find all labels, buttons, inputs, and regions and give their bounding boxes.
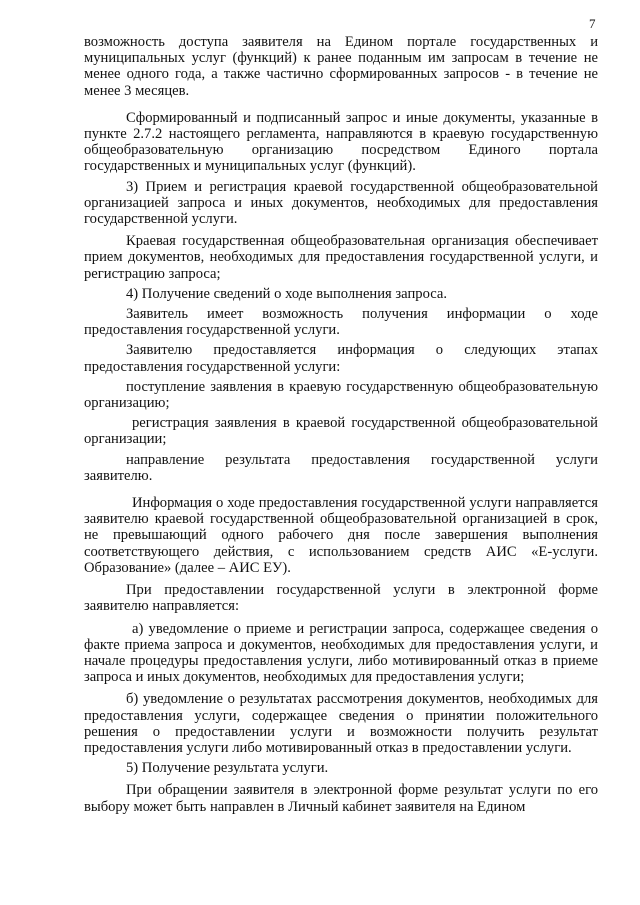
paragraph-step-3-heading: 3) Прием и регистрация краевой государственной общеобразовательной организацией запроса и иных документов, необходимых для предоставления государственной услуги. [84, 178, 598, 228]
paragraph-result-delivery: При обращении заявителя в электронной форме результат услуги по его выбору может быть направлен в Личный кабинет заявителя на Едином [84, 782, 598, 815]
paragraph-step-4-heading: 4) Получение сведений о ходе выполнения запроса. [126, 285, 448, 302]
list-item-stage-registration: регистрация заявления в краевой государственной общеобразовательной организации; [84, 415, 598, 448]
paragraph-status-info: Заявитель имеет возможность получения информации о ходе предоставления государственной услуги. [84, 306, 598, 339]
list-item-stage-result: направление результата предоставления государственной услуги заявителю. [84, 451, 598, 484]
paragraph-notifications-intro: При предоставлении государственной услуги в электронной форме заявителю направляется: [84, 582, 598, 615]
paragraph-step-3-body: Краевая государственная общеобразовательная организация обеспечивает прием документов, необходимых для предоставления государственной услуги, и регистрацию запроса; [84, 233, 598, 282]
list-item-stage-receipt: поступление заявления в краевую государственную общеобразовательную организацию; [84, 378, 598, 412]
paragraph-step-5-heading: 5) Получение результата услуги. [126, 760, 329, 777]
paragraph-stages-intro: Заявителю предоставляется информация о следующих этапах предоставления государственной услуги: [84, 342, 598, 375]
paragraph-request-submission: Сформированный и подписанный запрос и иные документы, указанные в пункте 2.7.2 настоящего регламента, направляются в краевую государственную общеобразовательную организацию посредством Единого портала государственных и муниципальных услуг (функций). [84, 109, 598, 175]
paragraph-status-timing: Информация о ходе предоставления государственной услуги направляется заявителю краевой государственной общеобразовательной организацией в срок, не превышающий одного рабочего дня после завершения выполнения соответствующего действия, с использованием средств АИС «Е-услуги. Образование» (далее – АИС ЕУ). [84, 495, 598, 576]
page-number: 7 [589, 16, 596, 31]
paragraph-portal-access: возможность доступа заявителя на Едином портале государственных и муниципальных услуг (функций) к ранее поданным им запросам в течение не менее одного года, а также частично сформированных запросов - в течение не менее 3 месяцев. [84, 34, 598, 99]
list-item-notification-b: б) уведомление о результатах рассмотрения документов, необходимых для предоставления услуги, содержащее сведения о принятии положительного решения о предоставлении услуги и возможности получить результат предоставления услуги либо мотивированный отказ в предоставлении услуги. [84, 691, 598, 756]
list-item-notification-a: а) уведомление о приеме и регистрации запроса, содержащее сведения о факте приема запроса и документов, необходимых для предоставления услуги, и начале процедуры предоставления услуги, либо мотивированный отказ в приеме запроса и иных документов, необходимых для предоставления услуги; [84, 620, 598, 686]
document-body [84, 34, 598, 815]
